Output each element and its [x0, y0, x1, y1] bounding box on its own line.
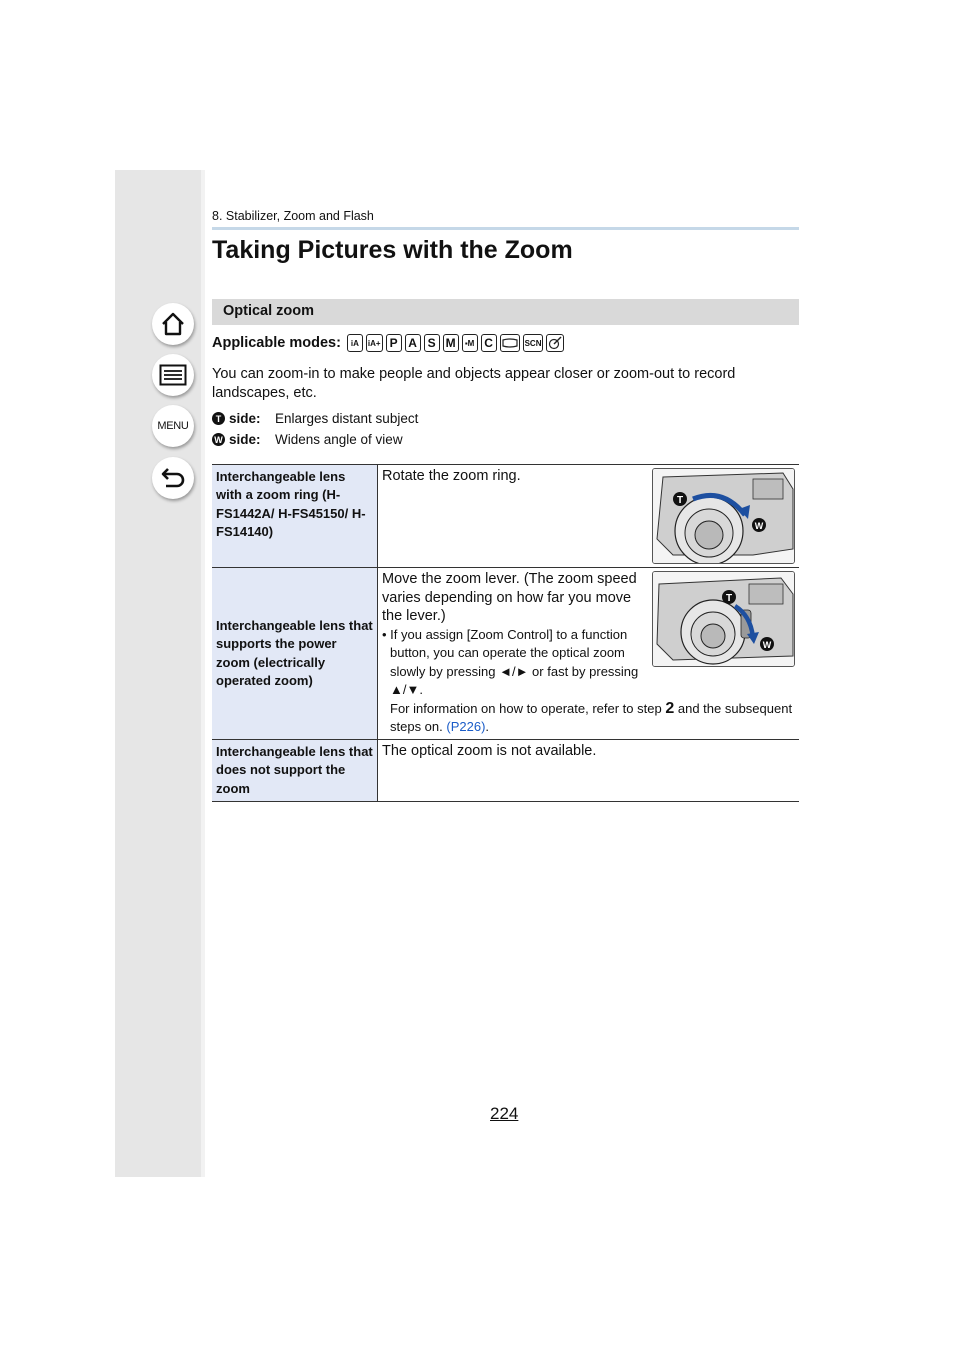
home-button[interactable] [152, 303, 194, 345]
row-header: Interchangeable lens that supports the power zoom (electrically operated zoom) [212, 568, 378, 740]
menu-button[interactable] [152, 405, 194, 447]
panorama-mode-icon [500, 334, 520, 352]
page-title: Taking Pictures with the Zoom [212, 236, 573, 264]
zoom-control-note: • If you assign [Zoom Control] to a function button, you can operate the optical zoom slowly by pressing ◄/► or fast by pressing ▲/▼. [382, 626, 639, 697]
row-description [378, 740, 800, 802]
program-mode-icon: P [386, 334, 402, 352]
wide-badge-icon: W [212, 433, 225, 446]
scene-guide-mode-icon: SCN [523, 334, 544, 352]
shutter-priority-mode-icon: S [424, 334, 440, 352]
manual-mode-icon: M [443, 334, 459, 352]
side-label: side: [229, 432, 261, 447]
note-text: For information on how to operate, refer to step [390, 700, 662, 716]
table-row [212, 740, 799, 802]
description-text: The optical zoom is not available. [382, 743, 597, 759]
modes-label: Applicable modes: [212, 335, 341, 351]
side-description: Widens angle of view [275, 432, 403, 447]
intelligent-auto-mode-icon: iA [347, 334, 363, 352]
intelligent-auto-plus-mode-icon: iA+ [366, 334, 383, 352]
chapter-heading: 8. Stabilizer, Zoom and Flash [212, 209, 374, 223]
note-end: . [485, 719, 490, 734]
chapter-divider [212, 227, 799, 230]
table-row [212, 568, 799, 740]
list-icon [159, 364, 187, 386]
zoom-table [212, 464, 799, 802]
page-number: 224 [490, 1104, 519, 1123]
section-title: Optical zoom [223, 303, 315, 319]
svg-text:W: W [754, 521, 764, 531]
zoom-lever-illustration [652, 571, 795, 667]
applicable-modes [212, 332, 567, 354]
tele-side-row [212, 411, 418, 426]
svg-text:T: T [725, 593, 733, 604]
row-description [378, 465, 800, 568]
svg-text:W: W [762, 640, 772, 650]
side-label: side: [229, 411, 261, 426]
row-header: Interchangeable lens that does not support the zoom [212, 740, 378, 802]
section-header [212, 299, 799, 325]
note-text: and the subsequent steps on. [390, 700, 793, 734]
aperture-priority-mode-icon: A [405, 334, 421, 352]
home-icon [160, 311, 186, 337]
contents-button[interactable] [152, 354, 194, 396]
tele-badge-icon: T [212, 412, 225, 425]
back-arrow-icon [160, 466, 186, 490]
operation-reference [382, 700, 795, 737]
svg-text:T: T [676, 495, 684, 506]
menu-icon: MENU [157, 420, 189, 432]
wide-side-row [212, 432, 403, 447]
description-text: Rotate the zoom ring. [382, 468, 521, 484]
zoom-ring-illustration [652, 468, 795, 564]
step-number: 2 [665, 699, 675, 717]
row-description [378, 568, 800, 740]
creative-video-mode-icon: ▪M [462, 334, 478, 352]
creative-control-mode-icon [546, 334, 564, 352]
table-row [212, 465, 799, 568]
page-link[interactable]: (P226) [446, 719, 486, 734]
description-text: Move the zoom lever. (The zoom speed varies depending on how far you move the lever.) [382, 571, 637, 624]
custom-mode-icon: C [481, 334, 497, 352]
intro-text: You can zoom-in to make people and objects appear closer or zoom-out to record landscapes, etc. [212, 366, 736, 401]
side-description: Enlarges distant subject [275, 411, 419, 426]
row-header: Interchangeable lens with a zoom ring (H-FS1442A/ H-FS45150/ H-FS14140) [212, 465, 378, 568]
back-button[interactable] [152, 457, 194, 499]
